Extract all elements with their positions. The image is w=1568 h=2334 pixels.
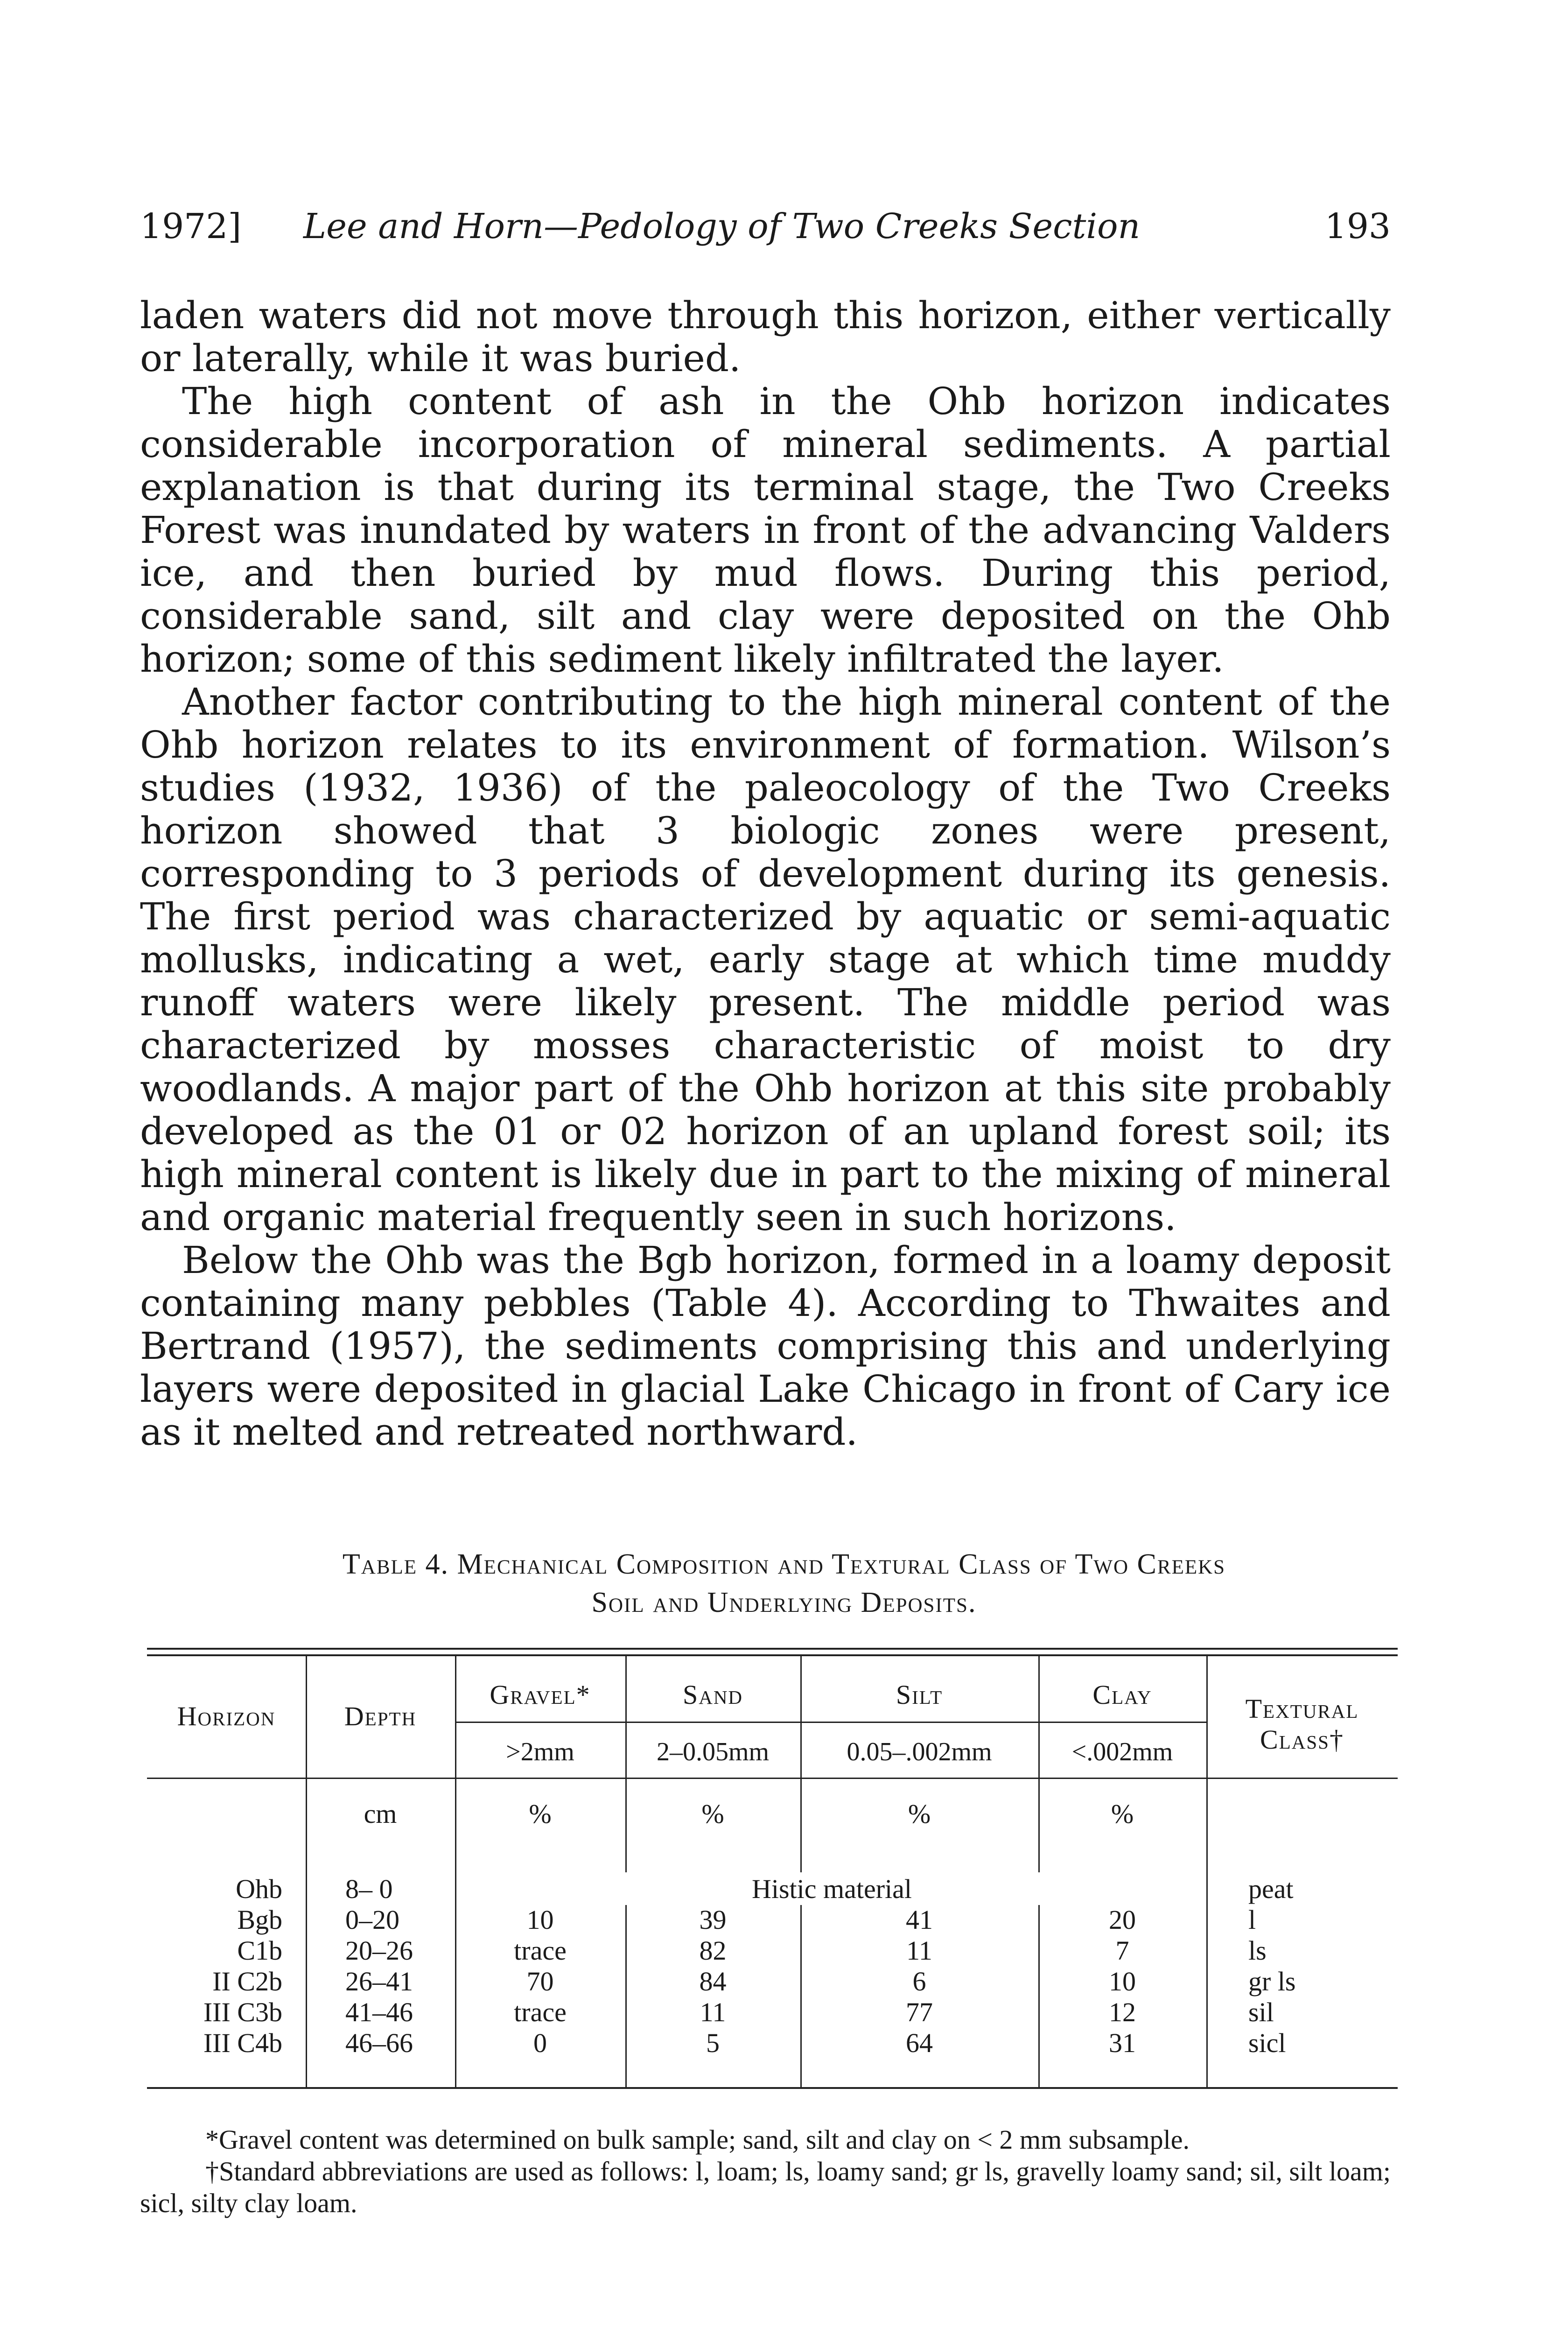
- table-row-depth: 0–20: [345, 1905, 399, 1935]
- header-sand-size: 2–0.05mm: [656, 1737, 770, 1766]
- table-caption-line-1: Table 4. Mechanical Composition and Textural Class of Two Creeks: [342, 1548, 1226, 1580]
- paragraph: The high content of ash in the Ohb horizon indicates considerable incorporation of mineral sediments. A partial explanation is that during its terminal stage, the Two Creeks Forest was inundated by waters in front of the advancing Valders ice, and then buried by mud flows. During this period, considerable sand, silt and clay were deposited on the Ohb horizon; some of this sediment likely infiltrated the layer.: [140, 380, 1391, 681]
- table-row-clay: 7: [1115, 1935, 1129, 1966]
- table-row-sand: 11: [700, 1997, 726, 2027]
- table-row-gravel: trace: [514, 1935, 567, 1966]
- table-row-gravel: 10: [526, 1905, 554, 1935]
- table-header: [147, 1656, 1398, 1779]
- header-textural-line-1: Textural: [1245, 1694, 1359, 1724]
- table-row-depth: 46–66: [345, 2028, 413, 2058]
- table-row-clay: 10: [1109, 1966, 1136, 1997]
- table-body: [147, 1779, 1398, 2089]
- table-row-horizon: III C4b: [203, 2028, 282, 2058]
- table-row-textural: sil: [1248, 1997, 1274, 2027]
- header-sand: Sand: [682, 1680, 743, 1710]
- header-clay: Clay: [1092, 1680, 1152, 1710]
- unit-depth: cm: [364, 1799, 397, 1829]
- paragraph: laden waters did not move through this horizon, either vertically or laterally, while it was buried.: [140, 294, 1391, 380]
- table-row-depth: 20–26: [345, 1935, 413, 1966]
- table-row-gravel: 0: [533, 2028, 547, 2058]
- table-row-textural: gr ls: [1248, 1966, 1296, 1997]
- header-silt-size: 0.05–.002mm: [847, 1737, 992, 1766]
- unit-silt: %: [908, 1799, 931, 1829]
- table-row-horizon: C1b: [237, 1935, 282, 1966]
- header-textural-class: [1206, 1694, 1398, 1755]
- table-row-textural: ls: [1248, 1935, 1267, 1966]
- unit-sand: %: [701, 1799, 724, 1829]
- table-row-depth: 41–46: [345, 1997, 413, 2027]
- header-year: 1972]: [140, 206, 242, 246]
- table-row-textural: peat: [1248, 1874, 1294, 1904]
- paragraph: Another factor contributing to the high mineral content of the Ohb horizon relates to its environment of formation. Wilson’s studies (1932, 1936) of the paleocology of the Two Creeks horizon showed that 3 biologic zones were present, corresponding to 3 periods of development during its genesis. The first period was characterized by aquatic or semi-aquatic mollusks, indicating a wet, early stage at which time muddy runoff waters were likely present. The middle period was characterized by mosses characteristic of moist to dry woodlands. A major part of the Ohb horizon at this site probably developed as the 01 or 02 horizon of an upland forest soil; its high mineral content is likely due in part to the mixing of mineral and organic material frequently seen in such horizons.: [140, 680, 1391, 1239]
- header-clay-size: <.002mm: [1071, 1737, 1173, 1766]
- footnote-gravel: *Gravel content was determined on bulk sample; sand, silt and clay on < 2 mm subsample.: [205, 2124, 1190, 2155]
- unit-gravel: %: [529, 1799, 552, 1829]
- table-row-clay: 31: [1109, 2028, 1136, 2058]
- header-horizon: Horizon: [177, 1701, 276, 1731]
- page-number: 193: [1324, 206, 1391, 246]
- table-row-clay: 12: [1109, 1997, 1136, 2027]
- table-row-sand: 84: [699, 1966, 727, 1997]
- table-row-gravel: trace: [514, 1997, 567, 2027]
- table-row-horizon: Bgb: [237, 1905, 282, 1935]
- table-footnotes: [140, 2124, 1391, 2219]
- table-row-clay: 20: [1109, 1905, 1136, 1935]
- table-row-silt: 6: [912, 1966, 926, 1997]
- running-header: [140, 201, 1391, 252]
- unit-clay: %: [1111, 1799, 1134, 1829]
- footnote-abbreviations: †Standard abbreviations are used as follows: l, loam; ls, loamy sand; gr ls, gravelly loamy sand; sil, silt loam; sicl, silty clay loam.: [140, 2156, 1391, 2218]
- table-caption-line-2: Soil and Underlying Deposits.: [591, 1587, 977, 1618]
- table-caption: [140, 1545, 1428, 1622]
- table-row-depth: 8– 0: [345, 1874, 393, 1904]
- header-silt: Silt: [896, 1680, 943, 1710]
- body-text: [140, 294, 1391, 1454]
- table-row-sand: 39: [699, 1905, 727, 1935]
- table-row-horizon: Ohb: [236, 1874, 282, 1904]
- histic-material-note: Histic material: [751, 1874, 912, 1904]
- table-row-horizon: II C2b: [212, 1966, 282, 1997]
- table-row-silt: 11: [906, 1935, 932, 1966]
- header-sub-rule: [455, 1722, 1206, 1723]
- mechanical-composition-table: [147, 1648, 1398, 2089]
- header-title: Lee and Horn—Pedology of Two Creeks Section: [303, 206, 1141, 246]
- table-row-horizon: III C3b: [203, 1997, 282, 2027]
- table-top-rule: [147, 1648, 1398, 1656]
- table-row-sand: 82: [699, 1935, 727, 1966]
- header-gravel: Gravel*: [490, 1680, 591, 1710]
- column-divider: [1206, 1779, 1208, 2087]
- table-row-sand: 5: [706, 2028, 720, 2058]
- table-row-gravel: 70: [526, 1966, 554, 1997]
- table-row-depth: 26–41: [345, 1966, 413, 1997]
- header-depth: Depth: [344, 1701, 417, 1731]
- header-gravel-size: >2mm: [506, 1737, 574, 1766]
- table-row-textural: l: [1248, 1905, 1256, 1935]
- table-row-textural: sicl: [1248, 2028, 1286, 2058]
- table-row-silt: 77: [906, 1997, 933, 2027]
- table-row-silt: 41: [906, 1905, 933, 1935]
- paragraph: Below the Ohb was the Bgb horizon, formed in a loamy deposit containing many pebbles (Table 4). According to Thwaites and Bertrand (1957), the sediments comprising this and underlying layers were deposited in glacial Lake Chicago in front of Cary ice as it melted and retreated northward.: [140, 1238, 1391, 1454]
- header-textural-line-2: Class†: [1260, 1724, 1344, 1755]
- table-row-silt: 64: [906, 2028, 933, 2058]
